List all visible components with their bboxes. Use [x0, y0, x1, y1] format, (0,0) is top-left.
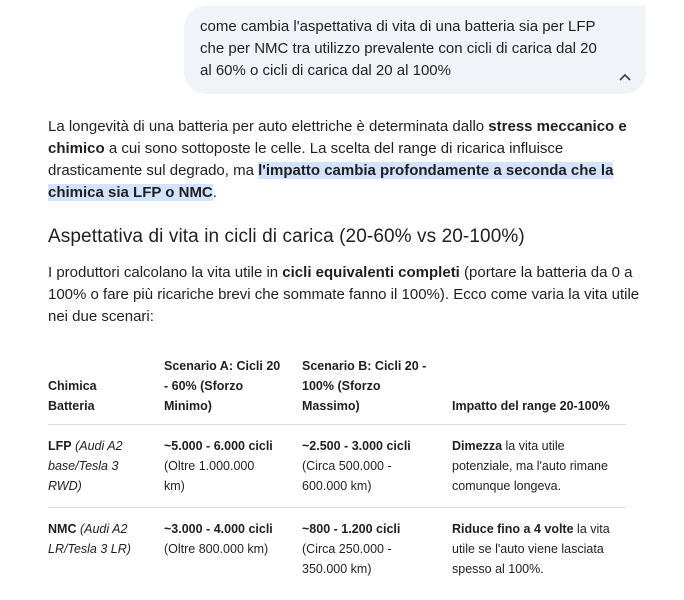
impact-bold: Dimezza [452, 439, 503, 453]
user-message-bubble [184, 6, 646, 94]
section-title: Aspettativa di vita in cicli di carica (20-60% vs 20-100%) [48, 226, 525, 247]
chevron-up-icon[interactable] [618, 72, 632, 82]
cell-scenario-b [302, 519, 400, 579]
cell-impact [452, 436, 608, 496]
cell-chemistry [48, 519, 131, 559]
chemistry-note: base/Tesla 3 [48, 459, 119, 473]
impact-text: la vita [573, 522, 610, 536]
header-scenario-a [164, 356, 280, 416]
table-divider [48, 424, 626, 425]
impact-text: utile se l'auto viene lasciata [452, 542, 604, 556]
cell-scenario-a [164, 436, 273, 496]
user-message-line: al 60% o cicli di carica dal 20 al 100% [200, 62, 451, 79]
chemistry-note: (Audi A2 [76, 522, 128, 536]
km-value: (Oltre 1.000.000 [164, 459, 255, 473]
km-value: (Oltre 800.000 km) [164, 542, 269, 556]
cell-scenario-b [302, 436, 411, 496]
intro-highlight: l'impatto cambia profondamente a seconda che la chimica sia LFP o NMC [48, 162, 614, 201]
chemistry-note: RWD) [48, 479, 82, 493]
impact-text: la vita utile [502, 439, 565, 453]
cell-scenario-a [164, 519, 273, 559]
intro-text: . [212, 184, 217, 201]
km-value: (Circa 500.000 - [302, 459, 392, 473]
chemistry-note: LR/Tesla 3 LR) [48, 542, 131, 556]
intro-paragraph [48, 116, 644, 204]
header-impact: Impatto del range 20-100% [452, 399, 610, 413]
table-divider [48, 507, 626, 508]
header-line: Minimo) [164, 399, 212, 413]
header-line: Scenario B: Cicli 20 - [302, 359, 427, 373]
header-chemistry [48, 376, 97, 416]
impact-bold: Riduce fino a 4 volte [452, 522, 574, 536]
section-paragraph [48, 262, 644, 328]
header-line: Batteria [48, 399, 95, 413]
cycles-value: ~2.500 - 3.000 cicli [302, 439, 411, 453]
section-text: I produttori calcolano la vita utile in [48, 264, 283, 281]
section-bold: cicli equivalenti completi [282, 264, 460, 281]
intro-text: a cui sono sottoposte le celle. La scelta del range di ricarica influisce drasticamente sul degrado, ma [48, 140, 564, 179]
impact-text: spesso al 100%. [452, 562, 544, 576]
header-line: 100% (Sforzo [302, 379, 381, 393]
chemistry-name: NMC [48, 522, 77, 536]
cell-chemistry [48, 436, 123, 496]
chemistry-note: (Audi A2 [71, 439, 123, 453]
header-line: Massimo) [302, 399, 360, 413]
chemistry-name: LFP [48, 439, 72, 453]
intro-bold: stress meccanico e chimico [48, 118, 627, 157]
cycles-value: ~800 - 1.200 cicli [302, 522, 401, 536]
km-value: (Circa 250.000 - [302, 542, 392, 556]
section-text: (portare la batteria da 0 a 100% o fare più ricariche brevi che sommate fanno il 100%). Ecco come varia la vita utile nei due scenari: [48, 264, 640, 325]
cycles-value: ~3.000 - 4.000 cicli [164, 522, 273, 536]
km-value: 600.000 km) [302, 479, 372, 493]
intro-text: La longevità di una batteria per auto elettriche è determinata dallo [48, 118, 489, 135]
header-line: Scenario A: Cicli 20 [164, 359, 281, 373]
user-message-line: come cambia l'aspettativa di vita di una batteria sia per LFP [200, 18, 596, 35]
header-scenario-b [302, 356, 426, 416]
km-value: 350.000 km) [302, 562, 372, 576]
cell-impact [452, 519, 610, 579]
header-line: - 60% (Sforzo [164, 379, 244, 393]
impact-text: comunque longeva. [452, 479, 562, 493]
impact-text: potenziale, ma l'auto rimane [452, 459, 608, 473]
user-message-line: che per NMC tra utilizzo prevalente con cicli di carica dal 20 [200, 40, 597, 57]
cycles-value: ~5.000 - 6.000 cicli [164, 439, 273, 453]
header-line: Chimica [48, 379, 97, 393]
km-value: km) [164, 479, 185, 493]
